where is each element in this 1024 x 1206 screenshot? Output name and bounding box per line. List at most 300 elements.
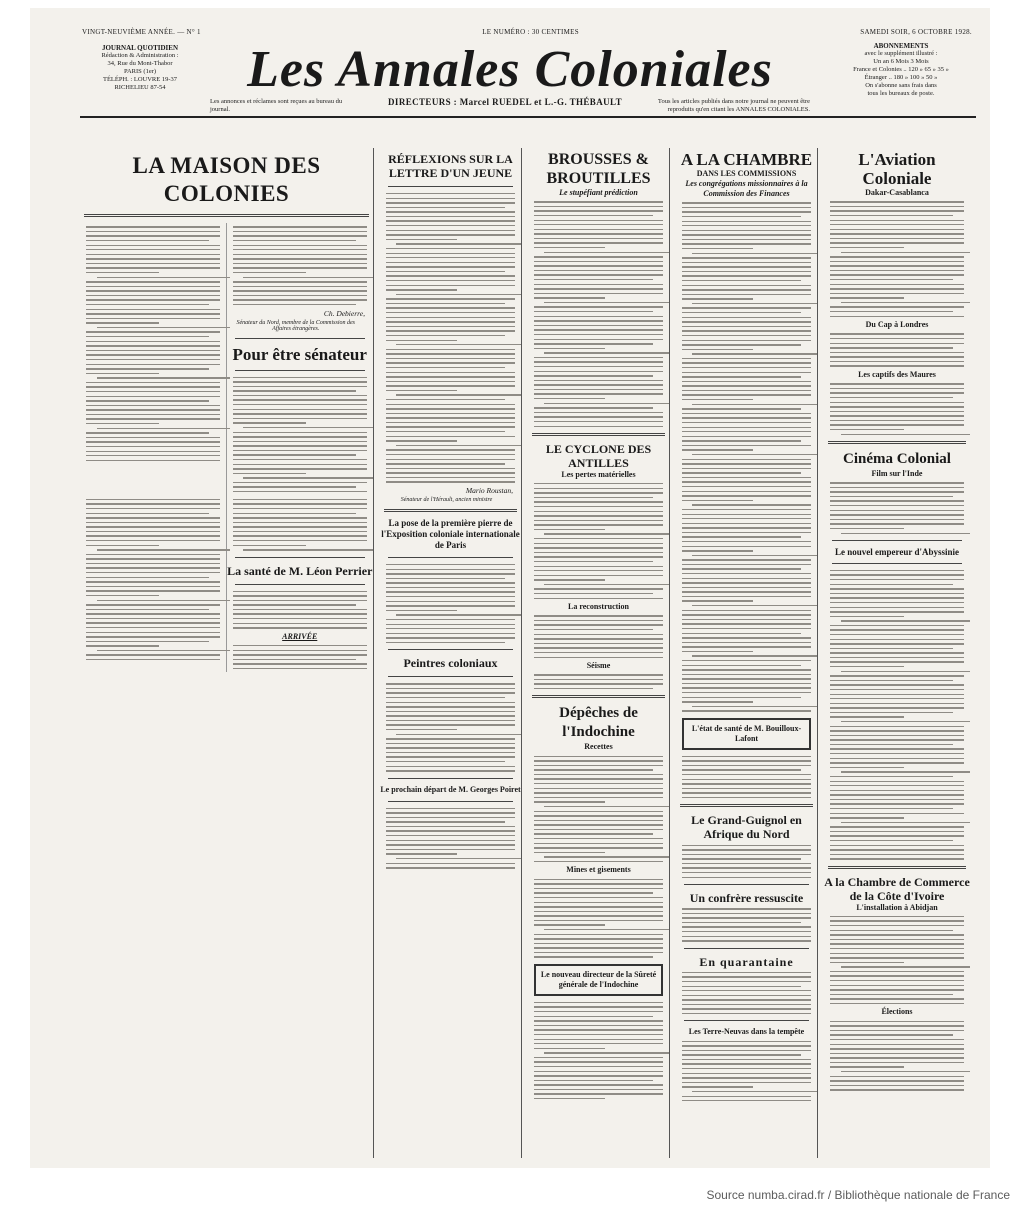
text-line (682, 913, 811, 914)
text-line (682, 399, 753, 400)
text-line (830, 925, 964, 926)
text-line (682, 760, 811, 761)
text-line (534, 426, 663, 427)
text-line (534, 389, 663, 390)
article-body-text (233, 226, 368, 305)
text-line (534, 938, 663, 939)
text-line (830, 643, 964, 644)
text-line (233, 290, 368, 291)
text-line (534, 1061, 663, 1062)
divider (388, 778, 513, 779)
text-line (386, 812, 515, 813)
text-line (233, 245, 368, 246)
text-line (386, 248, 515, 249)
text-line (830, 383, 964, 384)
text-line (97, 428, 231, 429)
divider (828, 441, 966, 444)
text-line (386, 307, 515, 308)
text-line (386, 459, 515, 460)
text-line (534, 643, 663, 644)
text-line (682, 239, 811, 240)
text-line (682, 936, 811, 937)
text-line (386, 413, 515, 414)
text-line (830, 347, 953, 348)
text-line (682, 280, 801, 281)
text-line (841, 966, 970, 967)
text-line (830, 975, 964, 976)
text-line (534, 229, 663, 230)
text-line (534, 906, 663, 907)
text-line (534, 756, 663, 757)
text-line (233, 432, 368, 433)
text-line (830, 523, 964, 524)
text-line (682, 783, 811, 784)
text-line (233, 517, 368, 518)
text-line (534, 943, 663, 944)
article-title: A LA CHAMBRE (680, 150, 813, 169)
text-line (544, 584, 670, 585)
text-line (682, 445, 811, 446)
text-line (233, 659, 357, 660)
text-line (534, 688, 653, 689)
text-line (386, 280, 515, 281)
text-line (841, 302, 970, 303)
text-line (830, 306, 964, 307)
text-line (682, 678, 811, 679)
text-line (86, 235, 220, 236)
text-line (830, 948, 964, 949)
text-line (682, 307, 811, 308)
article-title: L'Aviation Coloniale (858, 150, 936, 188)
text-line (682, 262, 811, 263)
text-line (830, 689, 964, 690)
text-line (386, 863, 515, 864)
text-line (233, 445, 368, 446)
text-line (534, 847, 663, 848)
text-line (386, 605, 515, 606)
text-line (86, 359, 220, 360)
text-line (233, 263, 368, 264)
text-line (386, 702, 515, 703)
text-line (682, 335, 811, 336)
text-line (830, 994, 953, 995)
divider (684, 1020, 809, 1021)
text-line (86, 249, 220, 250)
text-line (830, 588, 964, 589)
text-line (233, 413, 368, 414)
text-line (386, 271, 505, 272)
article-body-text (534, 1002, 663, 1100)
text-line (534, 575, 663, 576)
text-line (233, 281, 368, 282)
text-line (682, 1008, 811, 1009)
text-line (830, 333, 964, 334)
text-line (386, 619, 515, 620)
text-line (682, 858, 801, 859)
text-line (830, 1057, 964, 1058)
text-line (544, 856, 670, 857)
text-line (86, 299, 220, 300)
article-body-text (830, 1021, 964, 1091)
text-line (97, 377, 231, 378)
text-line (830, 415, 964, 416)
text-line (534, 416, 663, 417)
text-line (386, 230, 515, 231)
text-line (830, 491, 964, 492)
text-line (534, 529, 605, 530)
text-line (682, 765, 811, 766)
text-line (386, 262, 515, 263)
text-line (86, 499, 220, 500)
text-line (233, 540, 368, 541)
text-line (86, 451, 220, 452)
text-line (682, 568, 801, 569)
text-line (830, 943, 964, 944)
text-line (233, 436, 368, 437)
text-line (386, 390, 457, 391)
text-line (682, 1045, 811, 1046)
text-line (830, 284, 964, 285)
text-line (386, 756, 515, 757)
text-line (830, 957, 964, 958)
text-line (830, 365, 964, 366)
text-line (534, 543, 663, 544)
divider (84, 214, 369, 217)
text-line (86, 563, 220, 564)
text-line (830, 397, 953, 398)
text-line (86, 386, 220, 387)
text-line (830, 808, 953, 809)
text-line (682, 349, 753, 350)
text-line (682, 527, 811, 528)
text-line (86, 654, 220, 655)
text-line (534, 624, 663, 625)
text-line (682, 536, 801, 537)
text-line (386, 408, 515, 409)
text-line (86, 522, 220, 523)
text-line (534, 488, 663, 489)
text-line (841, 620, 970, 621)
text-line (534, 760, 663, 761)
text-line (830, 210, 964, 211)
issue-price: LE NUMÉRO : 30 CENTIMES (482, 28, 579, 36)
divider (235, 584, 366, 585)
text-line (233, 654, 368, 655)
article-subtitle: Les congrégations missionnaires à la Commission des Finances (685, 179, 808, 198)
text-line (386, 330, 515, 331)
text-line (682, 559, 811, 560)
text-line (534, 615, 663, 616)
text-line (233, 531, 368, 532)
text-line (86, 446, 220, 447)
text-line (233, 613, 368, 614)
text-line (534, 293, 663, 294)
left-box-line: TÉLÉPH. : LOUVRE 19-37 (102, 76, 178, 83)
article-body-text (534, 483, 663, 599)
text-line (830, 920, 964, 921)
text-line (682, 578, 811, 579)
text-line (682, 701, 753, 702)
text-line (86, 364, 220, 365)
text-line (386, 289, 457, 290)
text-line (830, 356, 964, 357)
text-line (682, 202, 811, 203)
text-line (534, 366, 663, 367)
text-line (830, 748, 964, 749)
text-line (830, 274, 964, 275)
subscriptions-box (826, 42, 976, 98)
text-line (830, 840, 953, 841)
text-line (830, 1089, 964, 1090)
text-line (682, 449, 753, 450)
divider (384, 509, 517, 512)
text-line (830, 985, 964, 986)
text-line (682, 674, 811, 675)
text-line (682, 591, 811, 592)
text-line (534, 206, 663, 207)
text-line (534, 547, 663, 548)
text-line (386, 211, 515, 212)
text-line (830, 293, 964, 294)
text-line (534, 838, 663, 839)
text-line (534, 210, 663, 211)
text-line (233, 249, 368, 250)
text-line (830, 1066, 904, 1067)
text-line (97, 549, 231, 550)
text-line (534, 398, 605, 399)
text-line (682, 669, 811, 670)
text-line (682, 541, 811, 542)
text-line (534, 1075, 663, 1076)
text-line (682, 257, 811, 258)
text-line (682, 972, 811, 973)
text-line (86, 558, 220, 559)
text-line (86, 313, 220, 314)
text-line (830, 574, 964, 575)
subscriptions-line: tous les bureaux de poste. (867, 90, 935, 97)
text-line (830, 989, 964, 990)
text-line (830, 279, 953, 280)
text-line (534, 233, 663, 234)
text-line (386, 321, 515, 322)
text-line (682, 532, 811, 533)
text-line (682, 863, 811, 864)
byline-note: Sénateur de l'Hérault, ancien ministre (400, 497, 493, 503)
text-line (534, 843, 663, 844)
text-line (534, 947, 663, 948)
text-line (86, 414, 220, 415)
subscriptions-line: Étranger .. 180 » 100 » 50 » (864, 74, 938, 81)
text-line (534, 1011, 663, 1012)
text-line (682, 660, 811, 661)
text-line (386, 766, 515, 767)
text-line (233, 386, 368, 387)
text-line (534, 638, 663, 639)
text-line (830, 224, 964, 225)
article-subtitle: La reconstruction (568, 602, 629, 612)
text-line (544, 302, 670, 303)
text-line (682, 1004, 811, 1005)
text-line (386, 362, 515, 363)
text-line (534, 1039, 663, 1040)
text-line (86, 391, 220, 392)
text-line (830, 429, 904, 430)
text-line (692, 1091, 818, 1092)
text-line (534, 1029, 663, 1030)
text-line (386, 422, 515, 423)
boxed-article (534, 964, 663, 996)
text-line (830, 352, 964, 353)
text-line (682, 665, 801, 666)
text-line (86, 263, 220, 264)
text-line (830, 593, 964, 594)
text-line (682, 981, 811, 982)
text-line (682, 427, 811, 428)
text-line (534, 393, 663, 394)
newspaper-title: Les Annales Coloniales (247, 41, 773, 98)
subscriptions-line: France et Colonies .. 120 » 65 » 35 » (853, 66, 949, 73)
text-line (682, 774, 811, 775)
text-line (386, 454, 515, 455)
text-line (544, 1052, 670, 1053)
article-body-text (386, 683, 515, 771)
text-line (830, 785, 964, 786)
divider (388, 801, 513, 802)
text-line (830, 361, 964, 362)
masthead-subline (210, 98, 810, 114)
text-line (534, 380, 663, 381)
text-line (534, 483, 663, 484)
text-line (534, 1089, 663, 1090)
article-subtitle: Recettes (584, 742, 613, 752)
directors: DIRECTEURS : Marcel RUEDEL et L.-G. THÉBAULT (388, 97, 622, 107)
text-line (534, 256, 663, 257)
text-line (534, 552, 663, 553)
text-line (534, 238, 663, 239)
text-line (682, 477, 811, 478)
text-line (86, 341, 220, 342)
column-reflexions (380, 148, 522, 1158)
text-line (534, 325, 663, 326)
left-box-line: RICHELIEU 87-54 (114, 84, 166, 91)
text-line (682, 266, 811, 267)
text-line (386, 826, 515, 827)
text-line (682, 628, 811, 629)
text-line (830, 703, 964, 704)
journal-type: JOURNAL QUOTIDIEN (101, 44, 179, 52)
text-line (396, 394, 522, 395)
text-line (534, 371, 663, 372)
article-body-text (830, 482, 964, 534)
text-line (386, 835, 515, 836)
text-line (841, 671, 970, 672)
text-line (386, 266, 515, 267)
text-line (830, 411, 964, 412)
article-title: Le prochain départ de M. Georges Poiret (380, 784, 521, 794)
text-line (830, 657, 964, 658)
text-line (386, 692, 515, 693)
text-line (86, 304, 209, 305)
text-line (682, 1073, 811, 1074)
text-line (386, 349, 515, 350)
text-line (682, 779, 811, 780)
text-line (534, 1066, 663, 1067)
text-line (830, 680, 953, 681)
text-line (830, 753, 964, 754)
text-line (386, 404, 515, 405)
text-line (386, 724, 515, 725)
text-line (386, 624, 515, 625)
text-line (534, 1048, 605, 1049)
text-line (830, 392, 964, 393)
text-line (86, 590, 220, 591)
text-line (86, 604, 220, 605)
text-line (386, 317, 515, 318)
article-subtitle: Du Cap à Londres (865, 320, 929, 330)
text-line (841, 771, 970, 772)
article-title: L'état de santé de M. Bouilloux-Lafont (691, 723, 802, 743)
text-line (830, 744, 953, 745)
text-line (233, 513, 357, 514)
text-line (396, 344, 522, 345)
text-line (534, 788, 663, 789)
text-line (682, 692, 811, 693)
article-body-text (534, 615, 663, 658)
text-line (233, 486, 357, 487)
text-line (830, 1039, 964, 1040)
text-line (86, 281, 220, 282)
text-line (830, 698, 964, 699)
text-line (86, 286, 220, 287)
text-line (830, 767, 904, 768)
divider (388, 557, 513, 558)
text-line (233, 522, 368, 523)
article-body-text (682, 1041, 811, 1102)
text-line (830, 980, 964, 981)
text-line (86, 613, 220, 614)
text-line (682, 436, 811, 437)
text-line (534, 934, 663, 935)
text-line (86, 586, 220, 587)
text-line (534, 647, 663, 648)
text-line (396, 445, 522, 446)
text-line (830, 661, 964, 662)
text-line (86, 318, 220, 319)
text-line (534, 421, 663, 422)
text-line (682, 514, 811, 515)
text-line (386, 867, 515, 868)
text-line (682, 486, 811, 487)
article-body-text (386, 564, 515, 643)
text-line (534, 384, 663, 385)
text-line (682, 769, 801, 770)
text-line (534, 274, 663, 275)
text-line (682, 275, 811, 276)
divider (832, 563, 962, 564)
text-line (830, 739, 964, 740)
text-line (682, 1013, 811, 1014)
text-line (682, 1082, 811, 1083)
text-line (534, 634, 663, 635)
text-line (830, 726, 964, 727)
text-line (830, 206, 964, 207)
text-line (830, 487, 964, 488)
article-body-text (830, 383, 964, 435)
text-line (243, 477, 374, 478)
text-line (830, 570, 964, 571)
divider (680, 804, 813, 807)
text-line (830, 684, 964, 685)
